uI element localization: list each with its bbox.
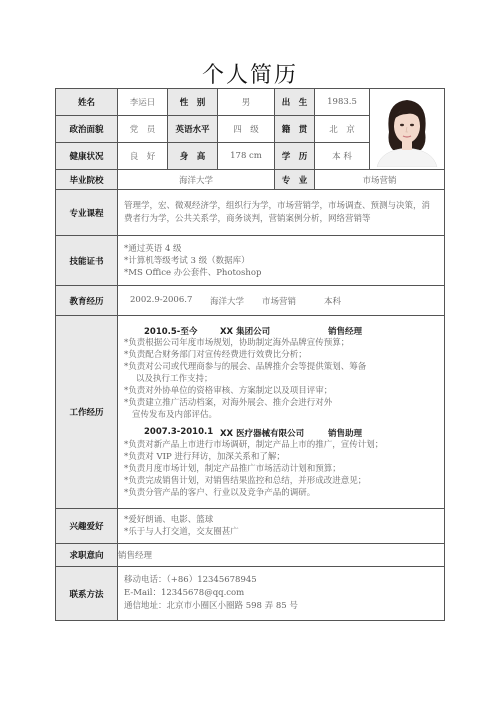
intent-label: 求职意向 (56, 544, 118, 567)
job-period: 2010.5-至今 (144, 327, 198, 337)
job-header (124, 325, 444, 337)
hobbies-cell (118, 509, 445, 544)
contact-cell (118, 567, 445, 621)
certs-label: 技能证书 (56, 236, 118, 286)
politics-value: 党 员 (118, 116, 168, 143)
english-label: 英语水平 (168, 116, 218, 143)
major-label: 专 业 (275, 170, 315, 190)
courses-cell (118, 190, 445, 236)
job-duty: *负责月度市场计划，制定产品推广市场活动计划和预算； (124, 464, 341, 474)
job-duty: *负责分管产品的客户、行业以及竞争产品的调研。 (124, 488, 316, 498)
health-label: 健康状况 (56, 143, 118, 170)
job-duty: *负责对 VIP 进行拜访，加深关系和了解； (124, 452, 285, 462)
courses-text: 管理学，宏、微观经济学，组织行为学，市场营销学，市场调查、预测与决策，消费者行为学，公共关系学，商务谈判，营销案例分析，网络营销等 (124, 200, 431, 224)
school-label: 毕业院校 (56, 170, 118, 190)
education-degree: 本科 (324, 296, 342, 307)
birth-value: 1983.5 (315, 89, 370, 116)
job-duty: *负责对公司或代理商参与的展会、品牌推介会等提供策划、筹备 (124, 362, 367, 372)
job-period: 2007.3-2010.1 (144, 427, 214, 437)
major-value: 市场营销 (315, 170, 445, 190)
job-duty: *负责对新产品上市进行市场调研，制定产品上市的推广，宣传计划； (124, 440, 384, 450)
work-cell (118, 316, 445, 509)
height-value: 178 cm (218, 143, 275, 170)
cert-item: *MS Office 办公套件、Photoshop (124, 267, 262, 278)
job-duty: *负责完成销售计划，对销售结果监控和总结，并形成改进意见； (124, 476, 367, 486)
health-value: 良 好 (118, 143, 168, 170)
intent-value: 销售经理 (118, 544, 445, 567)
gender-value: 男 (218, 89, 275, 116)
cert-item: *通过英语 4 级 (124, 243, 182, 254)
cert-item: *计算机等级考试 3 级（数据库） (124, 255, 250, 266)
contact-address: 通信地址：北京市小圈区小圈路 598 弄 85 号 (124, 601, 298, 611)
job-duty: *负责建立推广活动档案，对海外展会、推介会进行对外 (124, 398, 333, 408)
job-header (124, 427, 444, 439)
certs-cell (118, 236, 445, 286)
job-company: XX 集团公司 (220, 327, 271, 337)
name-value: 李运日 (118, 89, 168, 116)
contact-email: E-Mail：12345678@qq.com (124, 588, 245, 598)
english-value: 四 级 (218, 116, 275, 143)
education-period: 2002.9-2006.7 (130, 294, 193, 305)
education-major: 市场营销 (262, 296, 297, 307)
hobby-item: *爱好朗诵、电影、篮球 (124, 515, 214, 525)
page-title: 个人简历 (201, 63, 298, 88)
work-label: 工作经历 (56, 316, 118, 509)
native-label: 籍 贯 (275, 116, 315, 143)
courses-label: 专业课程 (56, 190, 118, 236)
job-duty: *负责对外协单位的资格审核、方案制定以及项目评审； (124, 386, 333, 396)
portrait-photo (371, 92, 443, 167)
job-position: 销售助理 (328, 429, 363, 439)
job-duty: *负责根据公司年度市场规划，协助制定海外品牌宣传预算； (124, 338, 350, 348)
contact-label: 联系方法 (56, 567, 118, 621)
photo-cell (370, 89, 445, 170)
contact-phone: 移动电话：（+86）12345678945 (124, 575, 257, 585)
education-label: 教育经历 (56, 286, 118, 316)
degree-value: 本 科 (315, 143, 370, 170)
name-label: 姓名 (56, 89, 118, 116)
job-duty: *负责配合财务部门对宣传经费进行效费比分析； (124, 350, 307, 360)
hobbies-label: 兴趣爱好 (56, 509, 118, 544)
job-company: XX 医疗器械有限公司 (220, 429, 305, 439)
school-value: 海洋大学 (118, 170, 275, 190)
native-value: 北 京 (315, 116, 370, 143)
education-school: 海洋大学 (210, 296, 245, 307)
job-duty: 以及执行工作支持； (136, 374, 213, 384)
education-row (118, 295, 444, 307)
hobby-item: *乐于与人打交道，交友圈甚广 (124, 527, 239, 537)
gender-label: 性 别 (168, 89, 218, 116)
height-label: 身 高 (168, 143, 218, 170)
job-position: 销售经理 (328, 327, 363, 337)
job-duty: 宣传发布及内部评估。 (132, 410, 218, 420)
politics-label: 政治面貌 (56, 116, 118, 143)
degree-label: 学 历 (275, 143, 315, 170)
education-cell (118, 286, 445, 316)
resume-table (55, 88, 445, 621)
birth-label: 出 生 (275, 89, 315, 116)
